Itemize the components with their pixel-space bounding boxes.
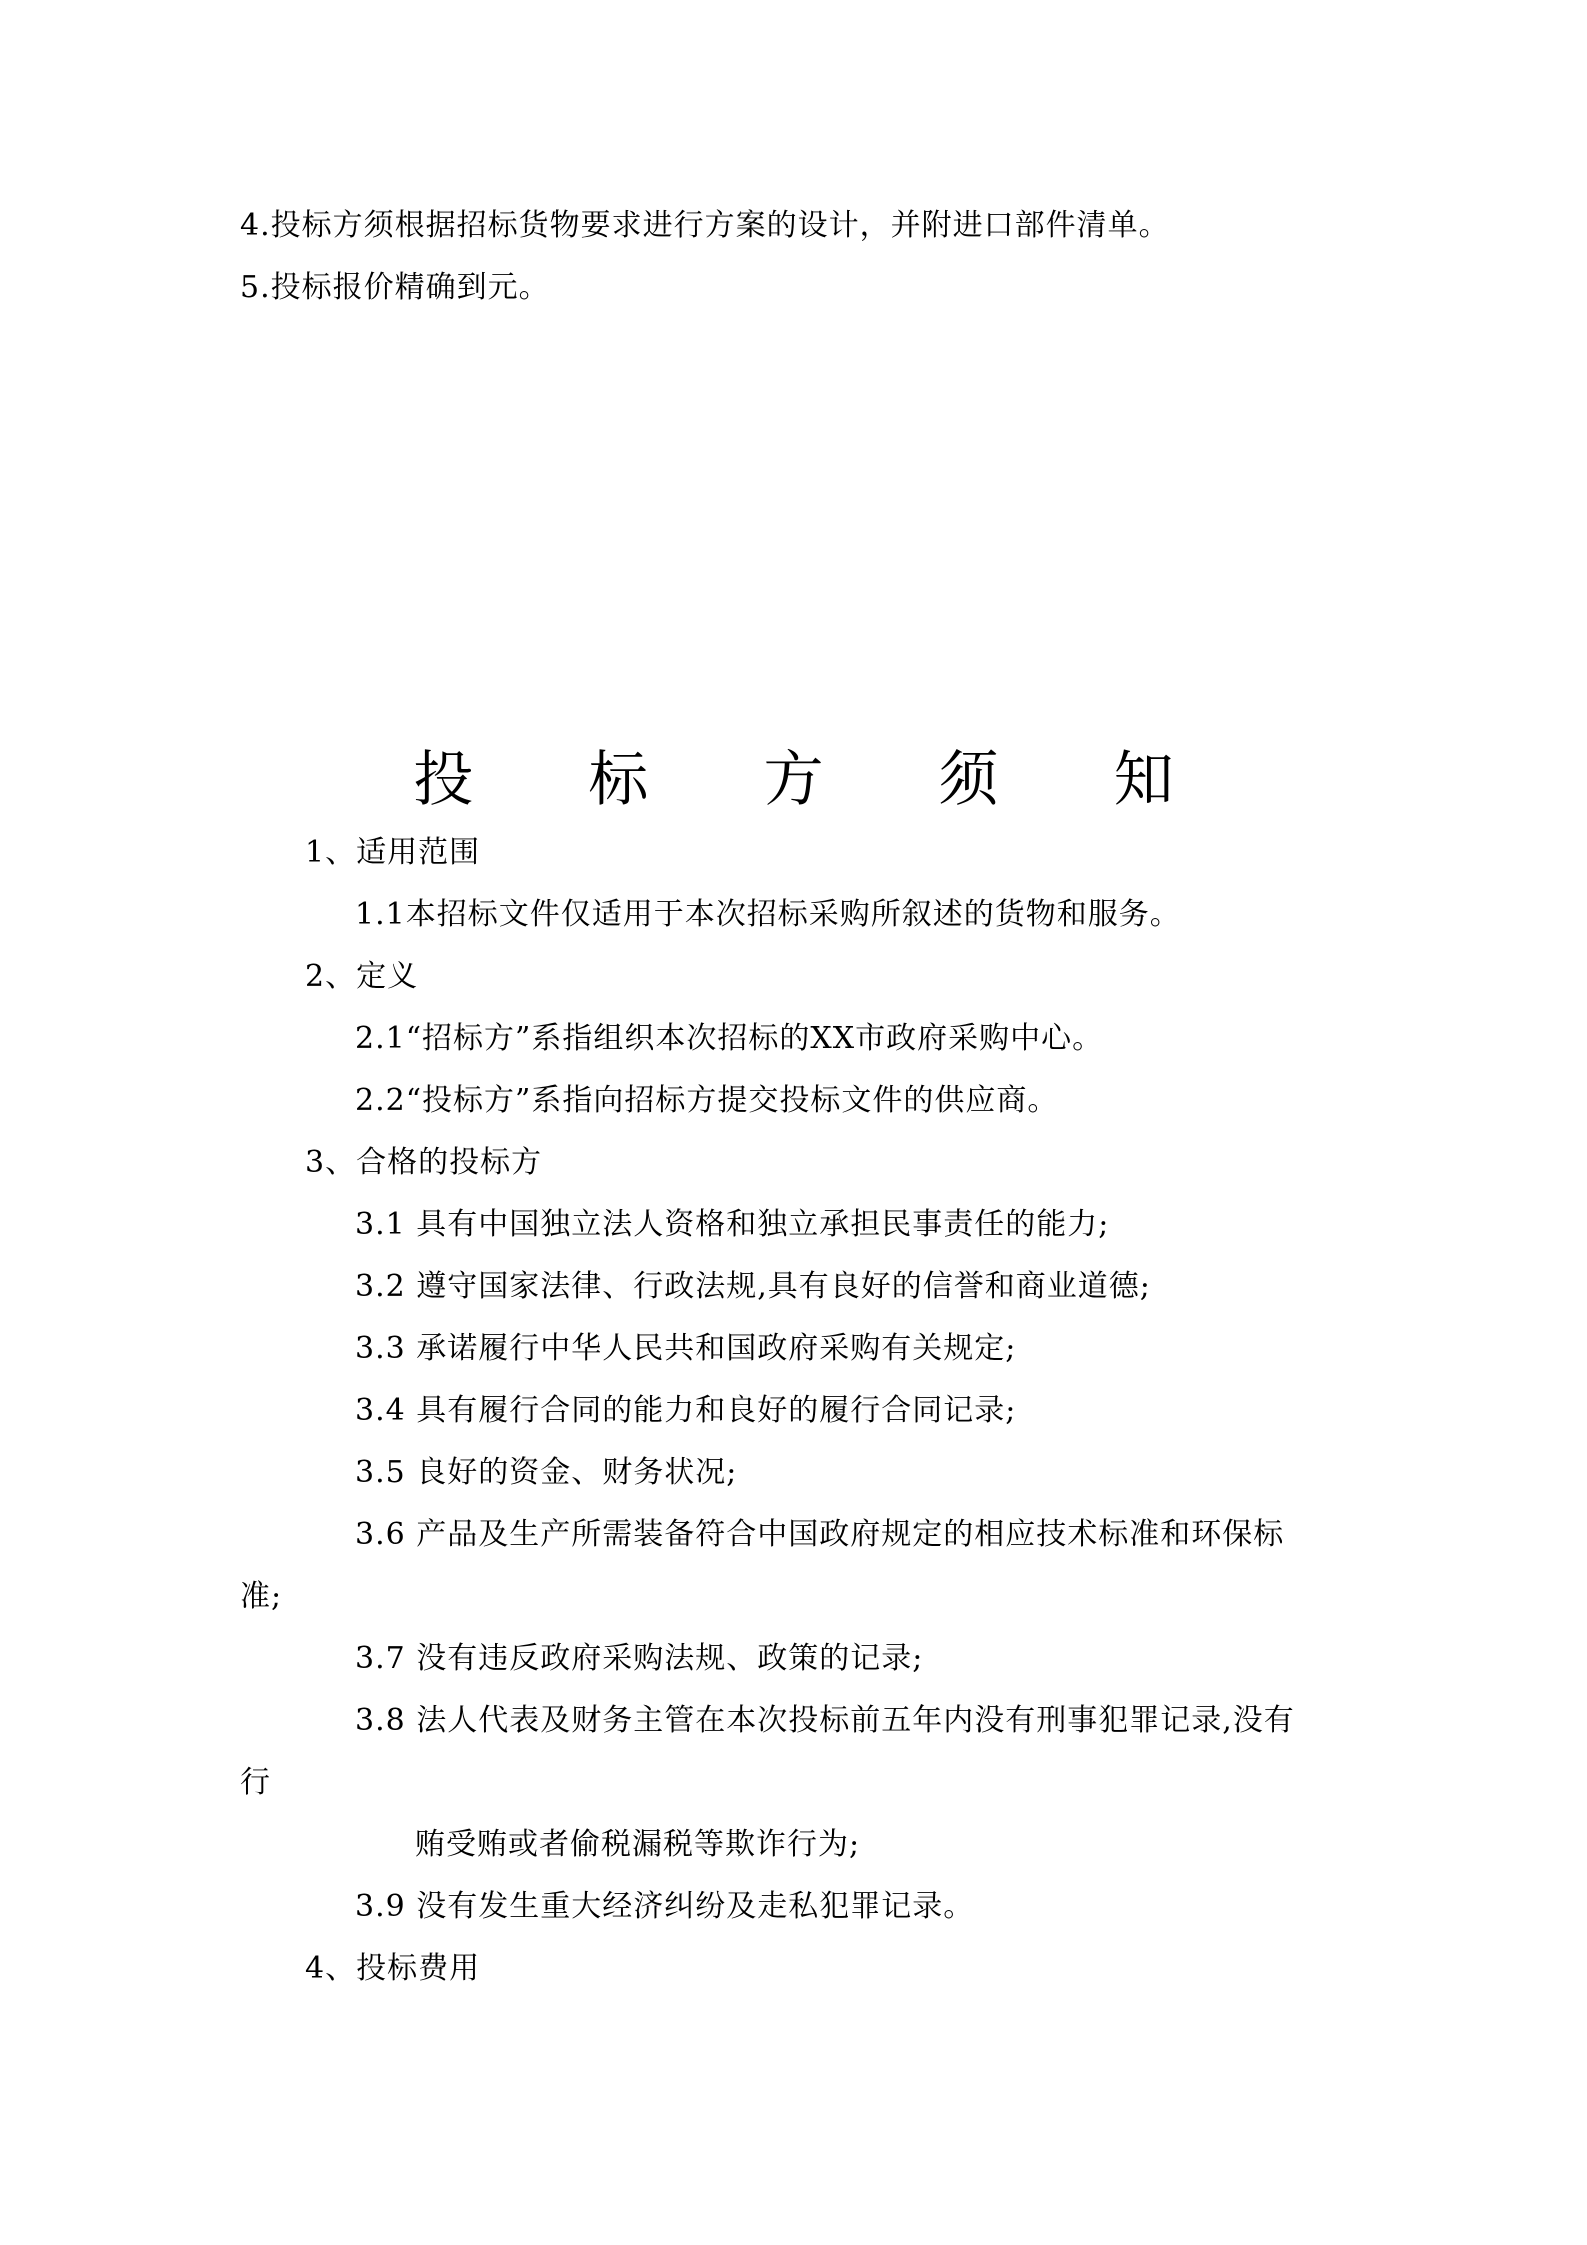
- item-1-1: 1.1本招标文件仅适用于本次招标采购所叙述的货物和服务。: [355, 897, 1181, 932]
- section-title: 投 标 方 须 知: [413, 745, 1222, 815]
- item-3-4: 3.4 具有履行合同的能力和良好的履行合同记录;: [355, 1393, 1017, 1428]
- heading-bid-cost: 4、投标费用: [305, 1951, 481, 1986]
- item-3-3: 3.3 承诺履行中华人民共和国政府采购有关规定;: [355, 1331, 1017, 1366]
- item-3-1: 3.1 具有中国独立法人资格和独立承担民事责任的能力;: [355, 1207, 1110, 1242]
- item-3-2: 3.2 遵守国家法律、行政法规,具有良好的信誉和商业道德;: [355, 1269, 1151, 1304]
- item-3-6-continued: 准;: [240, 1579, 283, 1614]
- item-3-8: 3.8 法人代表及财务主管在本次投标前五年内没有刑事犯罪记录,没有: [355, 1703, 1295, 1738]
- note-5: 5.投标报价精确到元。: [240, 270, 550, 305]
- heading-qualified-bidder: 3、合格的投标方: [305, 1145, 543, 1180]
- heading-definition: 2、定义: [305, 959, 419, 994]
- item-3-7: 3.7 没有违反政府采购法规、政策的记录;: [355, 1641, 924, 1676]
- item-3-8-continued: 行: [240, 1765, 271, 1800]
- item-3-8-continued-2: 贿受贿或者偷税漏税等欺诈行为;: [415, 1827, 861, 1862]
- item-2-1: 2.1“招标方”系指组织本次招标的XX市政府采购中心。: [355, 1021, 1104, 1056]
- item-2-2: 2.2“投标方”系指向招标方提交投标文件的供应商。: [355, 1083, 1059, 1118]
- note-4: 4.投标方须根据招标货物要求进行方案的设计，并附进口部件清单。: [240, 208, 1170, 243]
- item-3-5: 3.5 良好的资金、财务状况;: [355, 1455, 738, 1490]
- heading-scope: 1、适用范围: [305, 835, 481, 870]
- item-3-6: 3.6 产品及生产所需装备符合中国政府规定的相应技术标准和环保标: [355, 1517, 1285, 1552]
- item-3-9: 3.9 没有发生重大经济纠纷及走私犯罪记录。: [355, 1889, 975, 1924]
